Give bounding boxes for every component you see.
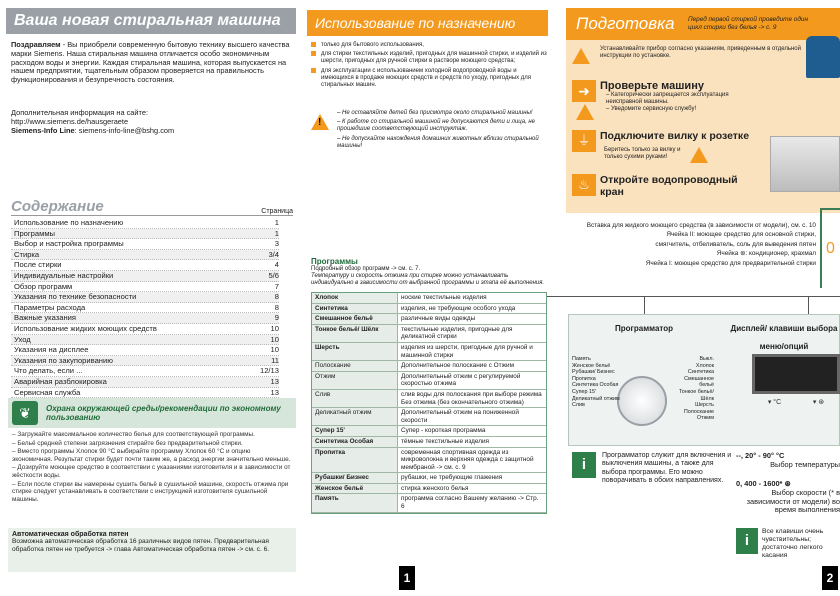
check-dash: – (606, 92, 612, 98)
plug-note-row (604, 147, 764, 163)
tap-icon: ♨ (572, 174, 596, 196)
toc-item[interactable] (11, 345, 279, 356)
program-row (312, 304, 546, 315)
program-name: Смешанное бельё (312, 314, 398, 324)
program-desc: современная спортивная одежда из микроволокна и верхняя одежда с защитной мембраной -> см. с. 9 (401, 448, 534, 471)
left-title-bar (6, 8, 296, 34)
toc-item[interactable] (11, 292, 279, 303)
keys-info-icon: i (736, 528, 758, 554)
eco-dash: – (12, 480, 18, 488)
dial-label[interactable]: Супер 15' (572, 388, 597, 395)
intro-text (11, 41, 293, 85)
program-row (312, 426, 546, 437)
usage-item (311, 51, 547, 65)
check-warning-icon (576, 104, 594, 120)
toc-item-page: 3/4 (268, 249, 279, 259)
dispenser-line: Ячейка ⊛: кондиционер, крахмал (716, 250, 816, 258)
toc-item-title: Важные указания (14, 313, 77, 323)
info-icon: i (572, 452, 596, 478)
program-name: Супер 15' (312, 426, 398, 436)
bullet-icon (311, 68, 316, 73)
toc-item[interactable] (11, 229, 279, 240)
install-row (572, 46, 804, 64)
intro-bold: Поздравляем (11, 40, 61, 49)
warning-dash: – (337, 119, 343, 126)
info-label: Дополнительная информация на сайте: (11, 108, 149, 117)
program-row (312, 314, 546, 325)
toc-item-page: 8 (274, 302, 279, 312)
program-desc: рубашки, не требующие глажения (401, 474, 503, 482)
eco-list (8, 428, 296, 507)
toc-item-page: 5/6 (268, 270, 279, 280)
leaf-icon: ❦ (12, 401, 38, 425)
warning-item (337, 119, 547, 133)
intro-body: - Вы приобрели современную бытовую технику высшего качества марки Siemens. Наша стиральная машина отличается особо экономичным расходом воды и энергии. Каждая стиральная машина, которая выпускается на нашем предприятии, тщательным образом проверяется на правильность функционирования и безупречность состояния. (11, 40, 290, 85)
check-arrow-icon: ➜ (572, 80, 596, 102)
dial-labels-right (670, 356, 714, 422)
eco-dash: – (12, 439, 18, 447)
program-name: Пропитка (312, 448, 398, 473)
program-name: Память (312, 494, 398, 511)
toc-item-title: Обзор программ (14, 281, 73, 291)
toc-item-title: Сервисная служба (14, 387, 81, 397)
dispenser-line: Ячейка II: моющее средство для основной стирки, (666, 231, 816, 239)
program-name: Деликатный отжим (312, 408, 398, 425)
dial-label[interactable]: Синтетика Особая (572, 382, 619, 389)
warning-item-text: Не оставляйте детей без присмотра около стиральной машины! (342, 110, 533, 116)
toc-item-title: Что делать, если ... (14, 366, 83, 376)
leader-line-v2 (808, 296, 809, 314)
program-name: Отжим (312, 372, 398, 389)
toc-item-title: Программы (14, 228, 56, 238)
toc-item-title: Аварийная разблокировка (14, 376, 107, 386)
toc-item-title: Использование по назначению (14, 218, 124, 227)
toc-item-title: Указания по закупориванию (14, 355, 113, 365)
eco-item (12, 431, 292, 439)
plug-warning-icon (690, 147, 708, 163)
temp-box (736, 452, 840, 470)
usage-item-text: для стирки текстильных изделий, пригодных для машинной стирки, и изделий из шерсти, пригодных для ручной стирки в растворе моющего средства; (321, 51, 547, 65)
dial-label[interactable]: Синтетика (687, 369, 714, 376)
toc-item[interactable] (11, 324, 279, 335)
dial-label[interactable]: Шерсть (695, 402, 714, 409)
programs-table (311, 292, 547, 514)
program-row (312, 437, 546, 448)
toc-heading: Содержание (11, 198, 104, 215)
stain-box (8, 528, 296, 572)
program-name: Синтетика Особая (312, 437, 398, 447)
toc-item-page: 10 (270, 345, 279, 355)
dial-label[interactable]: Слив (572, 402, 585, 409)
programmer-label: Программатор (615, 324, 673, 333)
info-line[interactable]: : siemens-info-line@bshg.com (74, 125, 175, 135)
eco-dash: – (12, 448, 18, 456)
toc-item-page: 13 (270, 376, 279, 386)
eco-dash: – (12, 464, 18, 472)
temp-note: Выбор температуры (770, 459, 840, 469)
info-line-label: Siemens-Info Line (11, 125, 75, 135)
usage-item-text: только для бытового использования, (321, 42, 424, 48)
toc-item[interactable] (11, 271, 279, 282)
eco-item (12, 440, 292, 448)
check-dash: – (606, 106, 612, 113)
warning-icon: ! (311, 114, 329, 130)
warning-block (311, 110, 547, 152)
toc-item-page: 12/13 (259, 366, 279, 376)
toc-item[interactable] (11, 303, 279, 314)
toc-item[interactable] (11, 335, 279, 346)
usage-list (311, 42, 547, 91)
eco-item-text: Загружайте максимальное количество белья для соответствующей программы. (17, 431, 255, 438)
program-name: Женское бельё (312, 484, 398, 494)
toc-item-page: 13 (270, 387, 279, 397)
eco-header (8, 398, 296, 428)
eco-item-text: Бельё средней степени загрязнения стирайте без предварительной стирки. (17, 439, 243, 447)
check-title: Проверьте машину (600, 80, 704, 92)
prep-title: Подготовка (576, 14, 675, 33)
toc-item-page: 1 (274, 218, 279, 227)
middle-title-bar (307, 10, 548, 36)
warning-dash: – (337, 135, 343, 142)
left-title: Ваша новая стиральная машина (14, 12, 281, 29)
toc-item[interactable] (11, 356, 279, 367)
toc-item-title: Индивидуальные настройки (14, 270, 114, 280)
toc-item-title: Уход (14, 334, 31, 344)
program-row (312, 325, 546, 343)
program-row (312, 372, 546, 390)
dial-label[interactable]: Пропитка (572, 375, 596, 382)
program-desc: изделия из шерсти, пригодные для ручной и машинной стирки (401, 343, 533, 359)
display-label: Дисплей/ клавиши выбора меню/опций (730, 324, 838, 351)
toc-item[interactable] (11, 239, 279, 250)
program-row (312, 293, 546, 304)
eco-item-text: Вместо программы Хлопок 90 °C выбирайте программу Хлопок 60 °C и опцию экономичная. Результат стирки будет почти таким же, а расход энергии значительно меньше. (12, 448, 291, 463)
info-url[interactable]: http://www.siemens.de/hausgeraete (11, 116, 129, 126)
eco-item (12, 464, 292, 479)
check-warning-icon-wrap (576, 104, 594, 120)
check-item-text: Категорически запрещается эксплуатация неисправной машины. (606, 92, 729, 106)
toc-item-title: Использование жидких моющих средств (14, 323, 157, 333)
toc-title (11, 196, 293, 216)
display-label-box (728, 318, 840, 354)
toc-item[interactable] (11, 313, 279, 324)
toc-item-page: 9 (274, 313, 279, 323)
leader-line-v1 (644, 296, 645, 314)
program-name: Синтетика (312, 304, 398, 314)
dispenser-line: Ячейка I: моющее средство для предварительной стирки (645, 259, 816, 267)
program-name: Полоскание (312, 361, 398, 371)
usage-item-text: для эксплуатации с использованием холодной водопроводной воды и имеющихся в продаже моющих средств и средств по уходу, пригодных для стиральных машин. (321, 67, 532, 89)
program-desc: стирка женского белья (401, 484, 469, 492)
dispenser-marker: 0 (826, 240, 835, 257)
warning-item-text: К работе со стиральной машиной не допускаются дети и лица, не прошедшие соответствующий инструктаж. (337, 119, 536, 133)
toc-item-page: 3 (274, 239, 279, 249)
page-number-1 (399, 566, 415, 590)
plug-icon: ⏚ (572, 130, 596, 152)
warning-icon-wrap (311, 110, 337, 152)
page-no-1: 1 (403, 571, 411, 585)
prep-subtitle: Перед первой стиркой проведите один цикл стирки без белья -> с. 9 (688, 16, 808, 31)
toc-list (11, 218, 279, 398)
program-desc: Супер - короткая программа (401, 427, 486, 435)
programmer-label-box (574, 318, 714, 336)
programmer-info (572, 452, 732, 486)
warning-item (337, 136, 547, 150)
program-row (312, 473, 546, 484)
program-row (312, 448, 546, 474)
toc-page-label: Страница (261, 208, 293, 215)
install-warning-wrap (572, 46, 600, 64)
program-desc: ноские текстильные изделия (401, 294, 487, 301)
toc-item-page: 4 (274, 260, 279, 270)
check-row (572, 80, 762, 114)
check-item (600, 106, 762, 113)
dial-label[interactable]: Хлопок (695, 362, 714, 369)
dispenser-notes (520, 221, 816, 268)
dial-label[interactable]: Тонкое бельё/ Шёлк (678, 388, 714, 402)
program-desc: Дополнительный отжим с регулируемой скоростью отжима (401, 372, 521, 388)
shirt-icon (806, 36, 840, 78)
toc-item-title: Выбор и настройка программы (14, 239, 124, 249)
spin-key[interactable]: ▾ ⊛ (812, 399, 825, 406)
spin-box (736, 480, 840, 515)
page-no-2: 2 (826, 571, 834, 585)
check-item (600, 92, 762, 106)
spin-range: 0, 400 - 1600* ⊛ (736, 479, 791, 488)
washer-photo (770, 136, 840, 192)
dial-label[interactable]: Деликатный отжим (572, 395, 620, 402)
dial-label[interactable]: Смешанное бельё (684, 375, 714, 389)
temp-key[interactable]: ▾ °C (767, 399, 782, 406)
program-row (312, 408, 546, 426)
dial-label[interactable]: Память (572, 356, 591, 362)
program-desc: Дополнительное полоскание с Отжим (401, 362, 514, 370)
toc-item[interactable] (11, 388, 279, 399)
toc-item-title: Указания на дисплее (14, 345, 89, 355)
program-desc: изделия, не требующие особого ухода (401, 304, 516, 312)
toc-item[interactable] (11, 218, 279, 229)
stain-text: Возможна автоматическая обработка 16 различных видов пятен. Предварительная обработка пятен не требуется -> глава Автоматическая обработка пятен -> см. с. 6. (12, 538, 270, 553)
toc-item-page: 10 (270, 334, 279, 344)
toc-item-title: Указания по технике безопасности (14, 292, 137, 302)
eco-item (12, 481, 292, 504)
eco-item-text: Если после стирки вы намерены сушить бельё в сушильной машине, скорость отжима при стирке следует устанавливать в соответствии с инструкцией изготовителя сушильной машины. (12, 480, 289, 503)
eco-dash: – (12, 431, 18, 438)
programmer-note: Программатор служит для включения и выключения машины, а также для выбора программы. Его можно поворачивать в обоих направлениях. (602, 452, 732, 485)
toc-item-title: После стирки (14, 260, 62, 270)
display-buttons (752, 398, 840, 410)
toc-item-title: Стирка (14, 249, 40, 259)
dial-label[interactable]: Женское бельё (572, 362, 611, 369)
program-name: Слив (312, 390, 398, 407)
plug-note: Беритесь только за вилку и только сухими руками! (604, 147, 681, 161)
usage-item (311, 68, 547, 90)
warning-item-text: Не допускайте нахождения домашних животных вблизи стиральной машины! (337, 135, 539, 149)
page-number-2 (822, 566, 838, 590)
bullet-icon (311, 51, 316, 56)
program-row (312, 390, 546, 408)
toc-item-page: 8 (274, 292, 279, 302)
toc-item[interactable] (11, 260, 279, 271)
toc-item-page: 1 (274, 228, 279, 238)
programs-title: Программы (311, 257, 358, 266)
dial-label[interactable]: Отжим (696, 415, 714, 422)
program-row (312, 343, 546, 361)
tap-title: Откройте водопроводный кран (600, 174, 738, 198)
program-dial[interactable] (617, 376, 667, 426)
toc-item[interactable] (11, 250, 279, 261)
prep-title-bar (566, 8, 840, 40)
toc-item[interactable] (11, 366, 279, 377)
program-row (312, 361, 546, 372)
install-warning-icon (572, 48, 590, 64)
program-desc: слив воды для полоскания при выборе режима Без отжима (без окончательного отжима) (401, 390, 542, 406)
program-desc: Дополнительный отжим на пониженной скорости (401, 409, 519, 424)
check-list (600, 92, 762, 114)
eco-title: Охрана окружающей среды/рекомендации по экономному пользованию (46, 404, 281, 422)
warning-dash: – (337, 110, 343, 116)
tap-row (572, 174, 762, 198)
stain-title: Автоматическая обработка пятен (12, 531, 129, 538)
usage-item (311, 42, 547, 49)
dial-label[interactable]: Полоскание (683, 408, 714, 415)
dial-label[interactable]: Рубашки/ Бизнес (572, 369, 615, 376)
spin-note: Выбор скорости (* в зависимости от модели) во время выполнения (746, 487, 840, 515)
info-block (11, 109, 293, 135)
toc-item-page: 7 (274, 281, 279, 291)
dial-label[interactable]: Выкл. (699, 356, 714, 362)
programs-sub2: Температуру и скорость отжима при стирке можно устанавливать индивидуально в зависимости от выбранной программы и этапа её выполнения. (311, 273, 545, 287)
program-desc: программа согласно Вашему желанию -> Стр. 6 (401, 495, 539, 511)
eco-item-text: Дозируйте моющее средство в соответствии с указаниями изготовителя и в зависимости от жёсткости воды. (12, 464, 291, 479)
program-name: Рубашки/ Бизнес (312, 473, 398, 483)
temp-range: --, 20° - 90° °C (736, 451, 785, 460)
dispenser-line: смягчитель, отбеливатель, соль для выведения пятен (655, 240, 816, 248)
middle-title: Использование по назначению (315, 15, 516, 31)
program-desc: тёмные текстильные изделия (401, 437, 489, 445)
dispenser-line: Вставка для жидкого моющего средства (в зависимости от модели), см. с. 10 (586, 222, 816, 229)
toc-item-title: Параметры расхода (14, 302, 86, 312)
warning-item (337, 110, 547, 117)
dial-labels-left (572, 356, 620, 409)
install-note: Устанавливайте прибор согласно указаниям, приведенным в отдельной инструкции по установке. (600, 46, 801, 60)
programs-heading (311, 257, 551, 288)
warning-list (337, 110, 547, 152)
keys-note: Все клавиши очень чувствительны; достаточно легкого касания (762, 528, 824, 559)
program-name: Шерсть (312, 343, 398, 360)
plug-title: Подключите вилку к розетке (600, 130, 750, 142)
program-row (312, 494, 546, 512)
toc-item-page: 11 (271, 355, 279, 365)
check-item-text: Уведомите сервисную службу! (611, 106, 697, 113)
program-desc: различные виды одежды (401, 315, 476, 323)
toc-item[interactable] (11, 282, 279, 293)
program-desc: текстильные изделия, пригодные для деликатной стирки (401, 325, 513, 341)
toc-item-page: 10 (270, 323, 279, 333)
program-name: Тонкое бельё/ Шёлк (312, 325, 398, 342)
leader-line (547, 296, 840, 297)
display-screen (752, 354, 840, 394)
eco-box (8, 398, 296, 526)
program-name: Хлопок (312, 293, 398, 303)
program-row (312, 484, 546, 495)
bullet-icon (311, 42, 316, 47)
programs-sub: Подробный обзор программ -> см. с. 7. (311, 266, 421, 272)
keys-info (736, 528, 840, 560)
eco-item (12, 448, 292, 463)
toc-item[interactable] (11, 377, 279, 388)
